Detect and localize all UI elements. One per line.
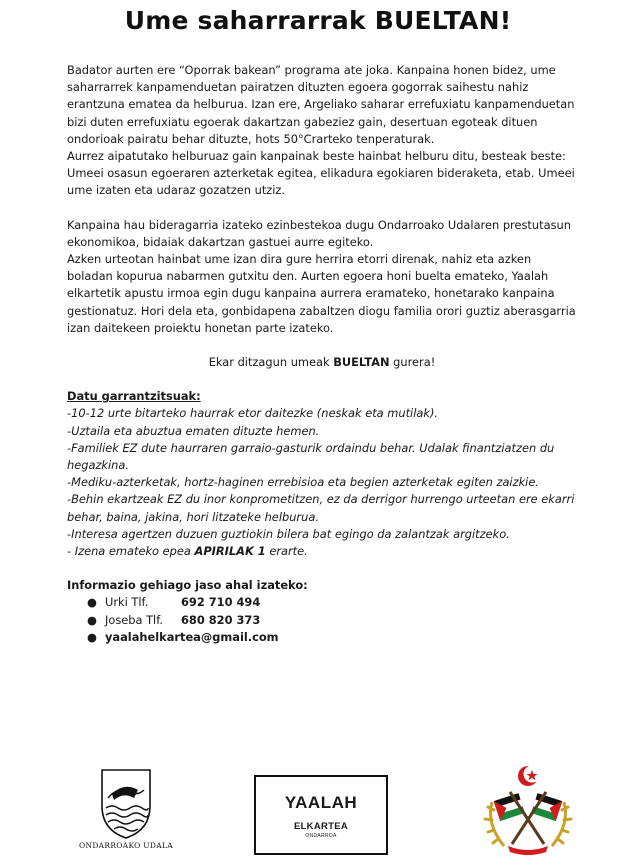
ondarroa-udala-logo xyxy=(68,768,184,858)
bullet-icon: ● xyxy=(87,595,97,610)
contact-phone[interactable]: 680 820 373 xyxy=(181,612,261,627)
yaalah-small: ONDARROA xyxy=(305,833,337,839)
invite-text-bold: BUELTAN xyxy=(333,355,390,370)
datu-item: -10-12 urte bitarteko haurrak etor daitezke (neskak eta mutilak). xyxy=(67,406,439,421)
bullet-icon: ● xyxy=(87,612,97,627)
info-heading: Informazio gehiago jaso ahal izateko: xyxy=(67,578,308,593)
contact-item-email xyxy=(87,629,577,646)
deadline-date: APIRILAK 1 xyxy=(194,544,266,559)
deadline-text-start: - Izena emateko epea xyxy=(67,544,195,559)
sahrawi-emblem-logo xyxy=(482,762,574,858)
invite-line xyxy=(67,354,577,371)
yaalah-elkartea-logo xyxy=(254,775,388,855)
middle-paragraph-1: Kanpaina hau bideragarria izateko ezinbestekoa dugu Ondarroako Udalaren prestutasun ekonomikoa, bidaiak dakartzan gastuei aurre egiteko. xyxy=(67,217,571,249)
datu-heading: Datu garrantzitsuak: xyxy=(67,389,201,404)
contact-phone[interactable]: 692 710 494 xyxy=(181,595,261,610)
datu-deadline xyxy=(67,543,577,560)
contact-list xyxy=(67,594,577,646)
bullet-icon: ● xyxy=(87,629,97,644)
page-title: Ume saharrarrak BUELTAN! xyxy=(124,6,512,35)
invite-text-end: gurera! xyxy=(389,355,436,370)
datu-item: -Familiek EZ dute haurraren garraio-gasturik ordaindu behar. Udalak finantziatzen du hegazkina. xyxy=(67,440,555,473)
datu-item: -Behin ekartzeak EZ du inor konprometitzen, ez da derrigor hurrengo urteetan ere ekarri behar, baina, jakina, hori litzateke helburua. xyxy=(67,492,575,524)
ondarroa-caption: ONDARROAKO UDALA xyxy=(79,841,173,850)
contact-item-urki xyxy=(87,594,577,611)
datu-item: -Mediku-azterketak, hortz-haginen errebisioa eta begien azterketak egiten zaizkie. xyxy=(67,475,539,490)
intro-paragraph-1: Badator aurten ere “Oporrak bakean” programa ate joka. Kanpaina honen bidez, ume saharrarrek kanpamenduetan pairatzen dituzten egoera gogorrak saihestu nahiz erantzuna ematea da helburua. Izan ere, Argeliako saharar errefuxiatu kanpamenduetan bizi duten errefuxiatu egoerak dakartzan gabeziez gain, desertuan egoteak dituen ondorioak pairatu behar dituzte, hots 50°Crarteko tenperaturak. xyxy=(67,63,575,146)
contact-email[interactable]: yaalahelkartea@gmail.com xyxy=(105,629,279,644)
datu-item: -Interesa agertzen duzuen guztiokin bilera bat egingo da zalantzak argitzeko. xyxy=(67,526,510,541)
deadline-text-end: erarte. xyxy=(265,544,308,559)
document-body xyxy=(67,62,577,646)
contact-name: Joseba Tlf. xyxy=(105,612,164,627)
ondarroa-crest-icon xyxy=(68,768,184,840)
invite-text-start: Ekar ditzagun umeak xyxy=(208,355,334,370)
intro-paragraph-2: Aurrez aipatutako helburuaz gain kanpainak beste hainbat helburu ditu, besteak beste: Umeei osasun egoeraren azterketak egitea, elikadura egokiaren bideraketa, etab. Umeei ume izaten eta udaraz gozatzen utziz. xyxy=(67,149,575,198)
contact-item-joseba xyxy=(87,612,577,629)
middle-paragraph-2: Azken urteotan hainbat ume izan dira gure herrira etorri direnak, nahiz eta azken boladan kopurua nabarmen gutxitu den. Aurten egoera honi buelta emateko, Yaalah elkartetik apustu irmoa egin dugu kanpaina aurrera eramateko, honetarako kanpaina gestionatuz. Hori dela eta, gonbidapena zabaltzen diogu familia orori guztiz aberasgarria izan daitekeen proiektu honetan parte izateko. xyxy=(67,252,576,335)
datu-item: -Uztaila eta abuztua ematen dituzte hemen. xyxy=(67,423,320,438)
sahrawi-emblem-icon xyxy=(482,762,574,858)
yaalah-title: YAALAH xyxy=(284,793,358,812)
yaalah-subtitle: ELKARTEA xyxy=(293,821,349,832)
contact-name: Urki Tlf. xyxy=(105,595,149,610)
